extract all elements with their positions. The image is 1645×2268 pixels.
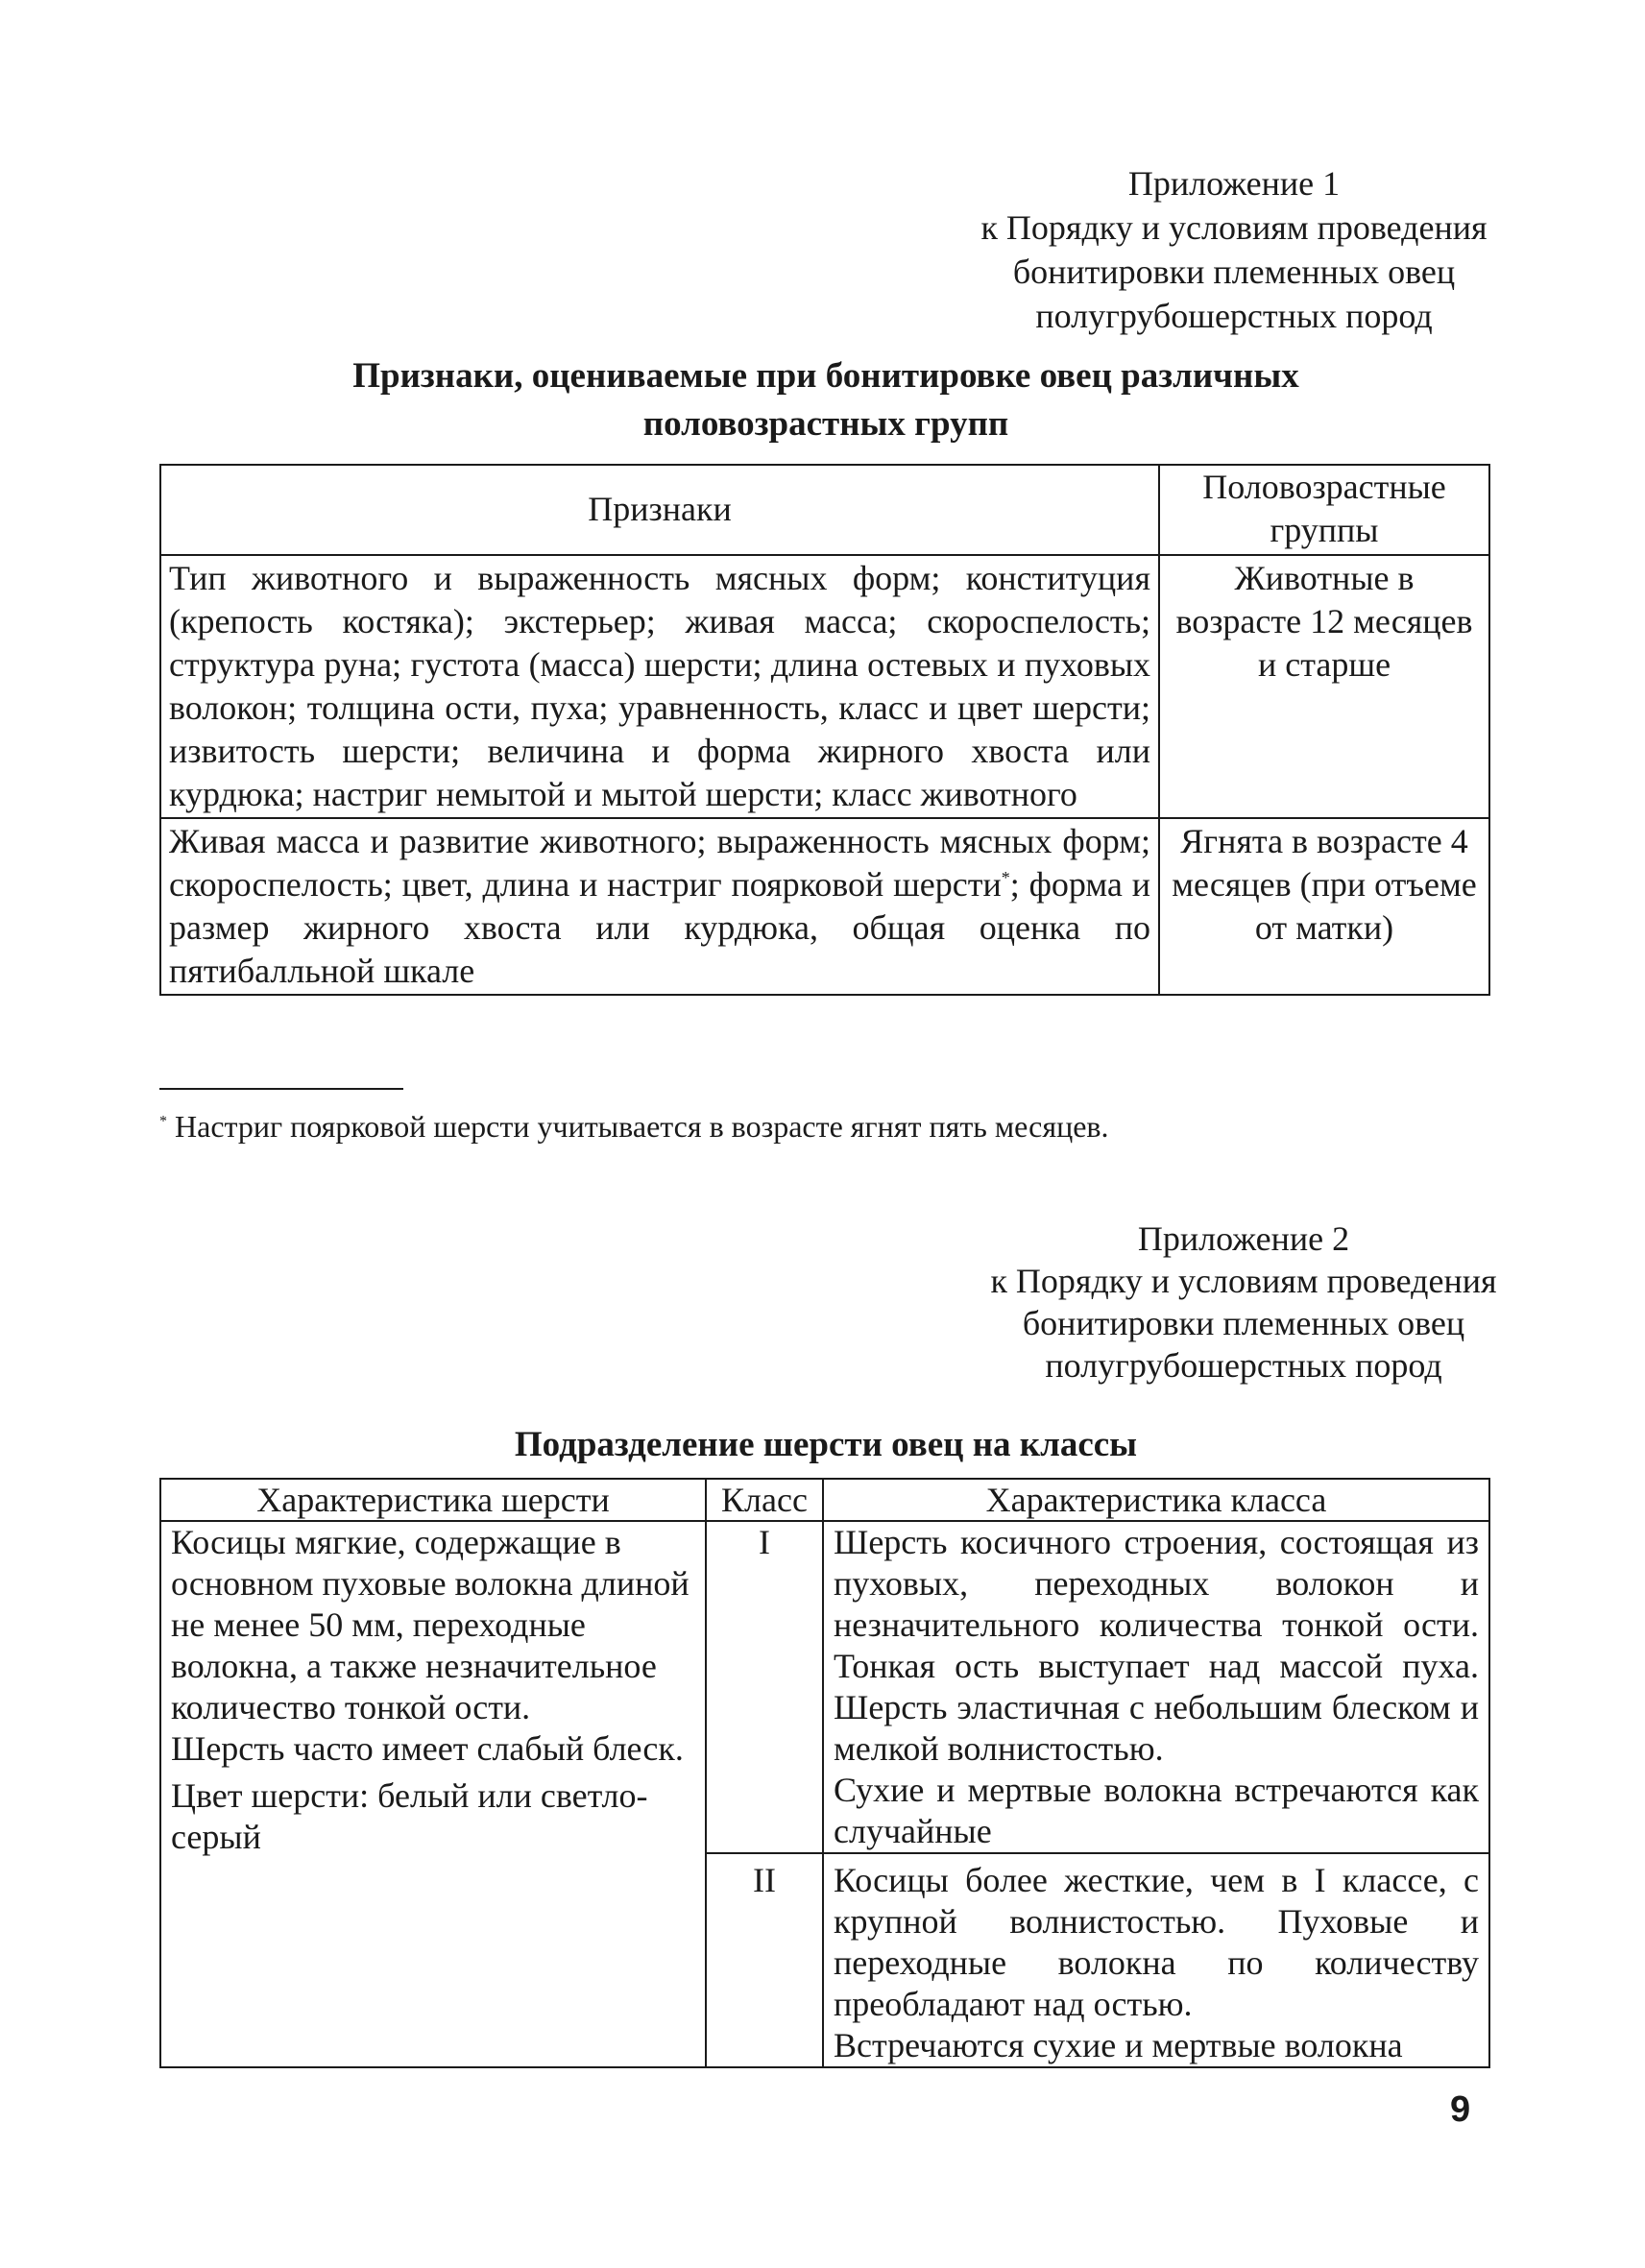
footnote xyxy=(159,1106,1109,1146)
appendix-2-line: бонитировки племенных овец xyxy=(1022,1304,1465,1342)
table-header-row xyxy=(160,465,1489,555)
group-cell: Ягнята в возрасте 4 месяцев (при отъеме от матки) xyxy=(1159,818,1489,995)
wool-characteristic-text: Цвет шерсти: белый или светло-серый xyxy=(171,1776,648,1856)
group-cell: Животные в возрасте 12 месяцев и старше xyxy=(1159,555,1489,818)
table-row xyxy=(160,1521,1489,1853)
appendix-1-line: бонитировки племенных овец xyxy=(1012,253,1456,291)
appendix-2-line: Приложение 2 xyxy=(1137,1219,1350,1258)
class-description-text: Шерсть косичного строения, состоящая из пуховых, переходных волокон и незначительного количества тонкой ости. Тонкая ость выступает над массой пуха. Шерсть эластичная с небольшим блеском и мелкой волнистостью. xyxy=(834,1523,1479,1768)
page-number: 9 xyxy=(1450,2089,1471,2130)
appendix-1-line: Приложение 1 xyxy=(1127,164,1341,203)
appendix-1-line: к Порядку и условиям проведения xyxy=(980,208,1488,247)
column-header-traits: Признаки xyxy=(160,465,1159,555)
class-description-cell xyxy=(823,1853,1489,2067)
traits-cell: Тип животного и выраженность мясных форм; конституция (крепость костяка); экстерьер; живая масса; скороспелость; структура руна; густота (масса) шерсти; длина остевых и пуховых волокон; толщина ости, пуха; уравненность, класс и цвет шерсти; извитость шерсти; величина и форма жирного хвоста или курдюка; настриг немытой и мытой шерсти; класс животного xyxy=(160,555,1159,818)
traits-cell xyxy=(160,818,1159,995)
footnote-mark: * xyxy=(1001,868,1010,887)
class-cell: II xyxy=(706,1853,823,2067)
traits-table xyxy=(159,464,1490,996)
traits-text: Живая масса и развитие животного; выраженность мясных форм; скороспелость; цвет, длина и настриг поярковой шерсти xyxy=(169,822,1150,904)
column-header-wool: Характеристика шерсти xyxy=(160,1479,706,1521)
class-description-cell xyxy=(823,1521,1489,1853)
column-header-groups: Половозрастные группы xyxy=(1159,465,1489,555)
traits-text: ; форма и размер жирного хвоста или курдюка, общая оценка по пятибалльной шкале xyxy=(169,865,1150,990)
table-header-row xyxy=(160,1479,1489,1521)
wool-classes-table xyxy=(159,1478,1490,2068)
appendix-1-line: полугрубошерстных пород xyxy=(1035,297,1433,335)
table-row xyxy=(160,555,1489,818)
appendix-2-line: полугрубошерстных пород xyxy=(1045,1346,1442,1385)
footnote-text: Настриг поярковой шерсти учитывается в возрасте ягнят пять месяцев. xyxy=(167,1109,1109,1144)
class-description-text: Встречаются сухие и мертвые волокна xyxy=(834,2026,1403,2064)
table-1-title xyxy=(154,352,1498,448)
appendix-2-heading xyxy=(869,1218,1618,1387)
wool-characteristic-text: Шерсть часто имеет слабый блеск. xyxy=(171,1729,684,1768)
table-row xyxy=(160,818,1489,995)
table-2-title: Подразделение шерсти овец на классы xyxy=(514,1425,1138,1464)
column-header-class-description: Характеристика класса xyxy=(823,1479,1489,1521)
column-header-class: Класс xyxy=(706,1479,823,1521)
class-cell: I xyxy=(706,1521,823,1853)
table-1-title-line: половозрастных групп xyxy=(642,404,1009,444)
table-1-title-line: Признаки, оцениваемые при бонитировке овец различных xyxy=(352,356,1299,396)
class-description-text: Сухие и мертвые волокна встречаются как случайные xyxy=(834,1771,1479,1850)
footnote-divider xyxy=(159,1088,403,1090)
appendix-1-heading xyxy=(859,161,1609,338)
footnote-mark: * xyxy=(159,1113,167,1130)
appendix-2-line: к Порядку и условиям проведения xyxy=(990,1262,1497,1300)
wool-characteristic-cell xyxy=(160,1521,706,2067)
wool-characteristic-text: Косицы мягкие, содержащие в основном пуховые волокна длиной не менее 50 мм, переходные волокна, а также незначительное количество тонкой ости. xyxy=(171,1523,689,1726)
class-description-text: Косицы более жесткие, чем в I классе, с крупной волнистостью. Пуховые и переходные волокна по количеству преобладают над остью. xyxy=(834,1861,1479,2023)
